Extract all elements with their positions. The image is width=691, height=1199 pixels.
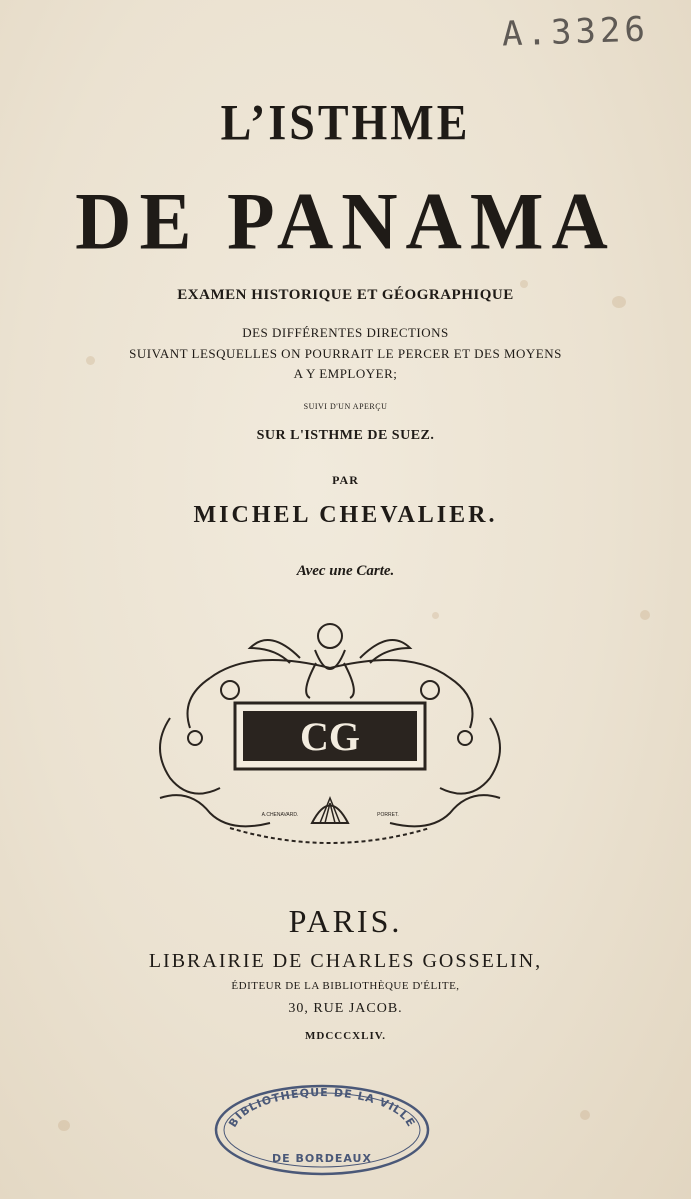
right-tail-scroll (390, 795, 500, 826)
subtitle-line-6: SUR L'ISTHME DE SUEZ. (256, 428, 435, 443)
subtitle-line-4: A Y EMPLOYER; (293, 366, 398, 381)
bead-chain (230, 828, 430, 843)
stamp-top-text: BIBLIOTHEQUE DE LA VILLE (226, 1085, 418, 1130)
shelfmark: A.3326 (501, 9, 650, 55)
engraver-right: PORRET. (377, 812, 399, 818)
author-name: MICHEL CHEVALIER. (193, 502, 498, 528)
right-griffin (440, 718, 500, 794)
publisher-vignette (150, 618, 510, 858)
stamp-bottom-text: DE BORDEAUX (272, 1152, 372, 1165)
imprint-publisher-note: ÉDITEUR DE LA BIBLIOTHÈQUE D'ÉLITE, (231, 980, 460, 992)
title-line-1: L’ISTHME (220, 94, 471, 151)
left-griffin (160, 718, 220, 794)
scroll-top-left (188, 678, 211, 728)
subtitle-line-5: SUIVI D'UN APERÇU (303, 402, 388, 411)
subtitle-line-2: DES DIFFÉRENTES DIRECTIONS (242, 325, 449, 340)
imprint-year: MDCCCXLIV. (305, 1030, 386, 1042)
left-tail-scroll (160, 795, 270, 826)
monogram: CG (300, 714, 360, 759)
imprint-city: PARIS. (288, 903, 403, 939)
rosette-right-lower (458, 731, 472, 745)
rosette-left (221, 681, 239, 699)
rosette-left-lower (188, 731, 202, 745)
byline-par: PAR (332, 473, 359, 487)
imprint-address: 30, RUE JACOB. (288, 1001, 403, 1016)
cherub (306, 624, 354, 698)
rosette-right (421, 681, 439, 699)
engraver-left: A.CHENAVARD. (261, 812, 299, 818)
map-note: Avec une Carte. (296, 563, 395, 579)
library-stamp (212, 1082, 432, 1178)
imprint-publisher: LIBRAIRIE DE CHARLES GOSSELIN, (148, 950, 543, 972)
title-line-2: DE PANAMA (75, 174, 616, 267)
scallop-shell (312, 798, 348, 823)
foxing-spot (580, 1110, 590, 1120)
foxing-spot (640, 610, 650, 620)
subtitle-line-3: SUIVANT LESQUELLES ON POURRAIT LE PERCER ET DES MOYENS (129, 346, 562, 361)
subtitle-line-1: EXAMEN HISTORIQUE ET GÉOGRAPHIQUE (177, 287, 514, 303)
foxing-spot (58, 1120, 70, 1131)
